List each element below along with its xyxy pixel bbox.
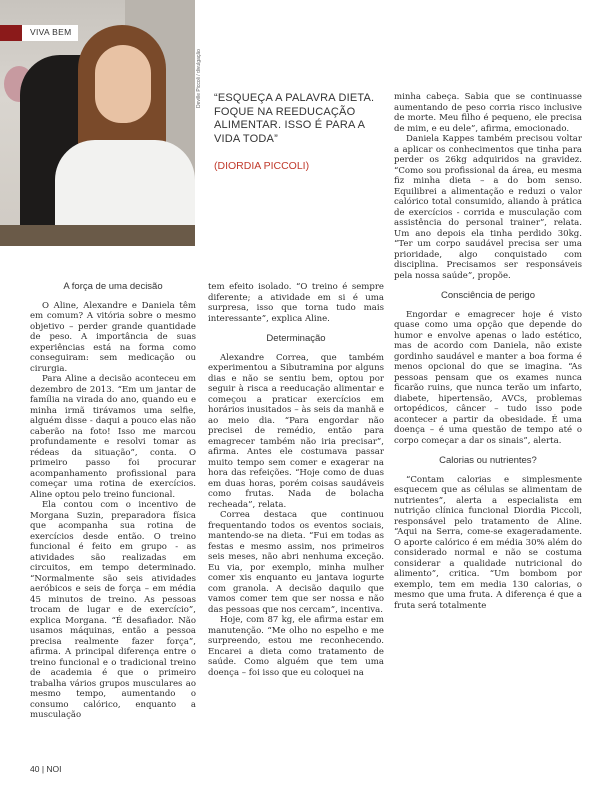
paragraph: O Aline, Alexandre e Daniela têm em comum? A vitória sobre o mesmo objetivo – perder grande quantidade de peso. A importância de suas experiências está na forma como conseguiram: sem medicação ou cirurgia.	[30, 300, 196, 374]
heading-forca-decisao: A força de uma decisão	[63, 281, 163, 292]
section-tag-label: VIVA BEM	[30, 27, 72, 37]
column-3	[394, 92, 582, 611]
paragraph: Correa destaca que continuou frequentando todos os eventos sociais, mantendo-se na dieta. “Fui em todas as festas e mesmo assim, nos primeiros seis meses, não abri nenhuma exceção. Eu via, por exemplo, minha mulher comer xis enquanto eu jantava iogurte com granola. A decisão daquilo que vamos comer tem que ser nossa e não das pessoas que nos cercam”, incentiva.	[208, 510, 384, 615]
column-1	[30, 282, 196, 721]
paragraph: Hoje, com 87 kg, ele afirma estar em manutenção. “Me olho no espelho e me surpreendo, estou me reconhecendo. Encarei a dieta como tratamento de saúde. Como alguém que tem uma doença – foi isso que eu coloquei na	[208, 615, 384, 678]
paragraph: Alexandre Correa, que também experimentou a Sibutramina por alguns dias e não se sentiu bem, optou por seguir à risca a reeducação alimentar e começou a praticar exercícios em horários inusitados – às seis da manhã e ao meio dia. “Para engordar não precisei de remédio, então para emagrecer também não iria precisar”, afirma. Antes ele costumava passar muito tempo sem comer e exagerar na hora das refeições. “Hoje como de duas em duas horas, porém coisas saudáveis como frutas. Nada de bolacha recheada”, relata.	[208, 352, 384, 510]
paragraph: Ela contou com o incentivo de Morgana Suzin, preparadora física que acompanha sua rotina de exercícios desde então. O treino funcional é feito em grupo - as atividades são realizadas em circuitos, em tempo determinado. “Normalmente são seis atividades aeróbicos e seis de força – em média 45 minutos de treino. As pessoas trocam de lugar e de exercício”, explica Morgana. “É desafiador. Não usamos máquinas, então a pessoa precisa realmente fazer força”, afirma. A principal diferença entre o treino funcional e o tradicional treino de academia é que o primeiro trabalha vários grupos musculares ao mesmo tempo, aumentando o consumo calórico, enquanto a musculação	[30, 500, 196, 720]
page-footer: 40 | NOI	[30, 764, 62, 774]
pull-quote-attribution: (DIORDIA PICCOLI)	[214, 160, 310, 172]
paragraph: Engordar e emagrecer hoje é visto quase como uma opção que depende do humor e envolve apenas o lado estético, mas de acordo com Daniela, não existe gordinho saudável e manter a boa forma é menos opcional do que se imagina. “As pessoas pensam que os exames nunca ficarão ruins, que nunca terão um infarto, diabete, hipertensão, AVCs, problemas ortopédicos, câncer – tudo isso pode acontecer a partir da obesidade. É uma doença – é uma questão de tempo até o corpo começar a dar os sinais”, alerta.	[394, 309, 582, 446]
heading-consciencia-perigo: Consciência de perigo	[440, 290, 535, 301]
pull-quote-text: “ESQUEÇA A PALAVRA DIETA. FOQUE NA REEDUCAÇÃO ALIMENTAR. ISSO É PARA A VIDA TODA”	[214, 92, 375, 145]
paragraph: Para Aline a decisão aconteceu em dezembro de 2013. “Em um jantar de família na virada do ano, quando eu e minha irmã tirávamos uma selfie, alguém disse - daqui a pouco elas não caberão na foto! Isso me marcou profundamente e resolvi tomar as rédeas da situação”, conta. O primeiro passo foi procurar acompanhamento profissional para começar uma rotina de exercícios. Aline optou pelo treino funcional.	[30, 374, 196, 500]
section-tag	[0, 25, 78, 41]
paragraph: Daniela Kappes também precisou voltar a aplicar os conhecimentos que tinha para perder os 26kg adquiridos na gravidez. “Como sou profissional da área, eu mesma fiz minha dieta – a do bom senso. Equilibrei a alimentação e reduzi o valor calórico total consumido, aliando à prática de exercícios - corrida e musculação com assistência do personal trainer”, relata. Um ano depois ela tinha perdido 30kg. “Ter um corpo saudável precisa ser uma prioridade, algo conquistado com disciplina. Precisamos ser responsáveis pela nossa saúde”, propõe.	[394, 134, 582, 281]
photo-credit: Deville Piccoli / divulgação	[196, 49, 202, 108]
heading-determinacao: Determinação	[266, 333, 326, 344]
column-2	[208, 282, 384, 678]
pull-quote	[214, 92, 389, 172]
paragraph: “Contam calorias e simplesmente esquecem que as células se alimentam de nutrientes”, alerta a especialista em nutrição clínica funcional Diordia Piccoli, responsável pelo tratamento de Aline. “Aqui na Serra, come-se exageradamente. O aporte calórico é em média 30% além do considerado normal e não se costuma considerar a qualidade nutricional do alimento”, critica. “Um bombom por exemplo, tem em media 130 calorias, o mesmo que uma fruta. A diferença é que a fruta será totalmente	[394, 474, 582, 611]
heading-calorias-nutrientes: Calorias ou nutrientes?	[439, 455, 537, 466]
paragraph: tem efeito isolado. “O treino é sempre diferente; a atividade em si é uma surpresa, isso que torna tudo mais interessante”, explica Aline.	[208, 282, 384, 324]
paragraph: minha cabeça. Sabia que se continuasse aumentando de peso corria risco inclusive de morte. Meu filho é pequeno, ele precisa de mim, e eu dele”, afirma, emocionado.	[394, 92, 582, 134]
